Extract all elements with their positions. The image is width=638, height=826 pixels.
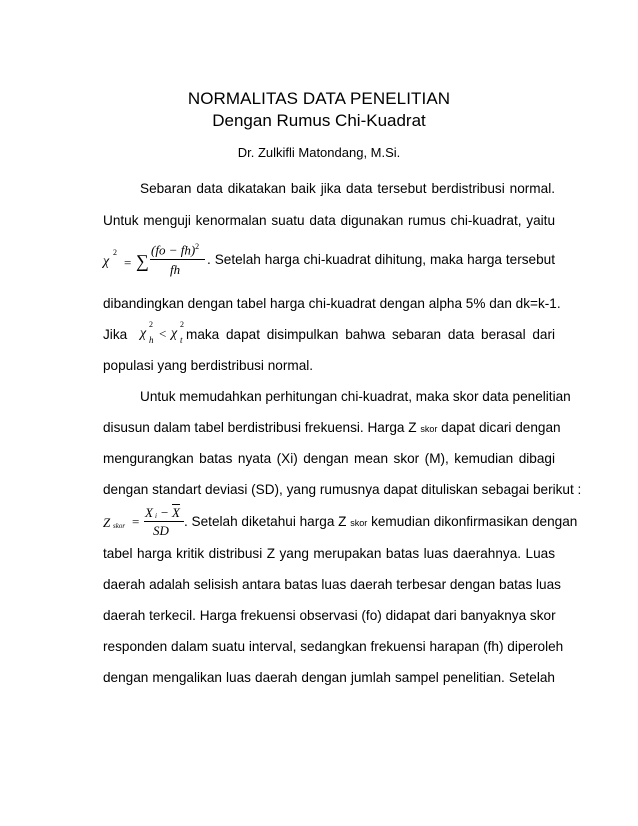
chi-h-exponent: 2 [149,320,153,329]
z-score-formula [103,502,185,542]
paragraph-2-line-4: dengan standart deviasi (SD), yang rumusnya dapat dituliskan sebagai berikut : [103,482,582,497]
z-subscript-formula: skor [113,522,126,530]
line-text-start: disusun dalam tabel berdistribusi frekuensi. Harga Z [103,420,417,435]
z-subscript-text: skor [350,518,368,528]
x-mean-symbol: $\overline{X}$ [172,505,180,520]
fraction-bar [150,259,205,260]
paragraph-2-line-9: responden dalam suatu interval, sedangkan frekuensi harapan (fh) diperoleh [103,639,564,654]
line-text-end: kemudian dikonfirmasikan dengan [371,514,578,529]
less-than-sign: < [159,326,167,341]
document-subtitle: Dengan Rumus Chi-Kuadrat [212,111,426,130]
paragraph-2-line-1: Untuk memudahkan perhitungan chi-kuadrat, maka skor data penelitian [140,389,571,404]
paragraph-2-line-8: daerah terkecil. Harga frekuensi observasi (fo) didapat dari banyaknya skor [103,608,556,623]
chi-t-subscript: t [180,335,183,345]
paragraph-2-line-5 [184,514,578,529]
z-fraction-bar [144,521,184,522]
equals-sign-z: = [132,514,140,529]
x-i-subscript: i [155,512,157,520]
chi-h-symbol: χ [140,326,147,341]
paragraph-1-line-4: dibandingkan dengan tabel harga chi-kuadrat dengan alpha 5% dan dk=k-1. [103,296,561,311]
z-subscript: skor [420,424,438,434]
paragraph-2-line-2 [103,420,561,435]
sd-denominator: SD [153,523,169,538]
paragraph-2-line-6: tabel harga kritik distribusi Z yang merupakan batas luas daerahnya. Luas [103,546,555,561]
line-text-end: dapat dicari dengan [441,420,561,435]
equals-sign: = [124,255,132,270]
chi-exponent: 2 [113,248,117,257]
document-title: NORMALITAS DATA PENELITIAN [187,89,451,108]
paragraph-1-line-3: . Setelah harga chi-kuadrat dihitung, maka harga tersebut [207,252,555,267]
chi-t-symbol: χ [171,326,178,341]
paragraph-2-line-7: daerah adalah selisish antara batas luas daerah terbesar dengan batas luas [103,577,561,592]
paragraph-1-line-5-start: Jika [103,327,128,342]
author-name: Dr. Zulkifli Matondang, M.Si. [237,145,401,160]
paragraph-1-line-2: Untuk menguji kenormalan suatu data digunakan rumus chi-kuadrat, yaitu [103,213,555,228]
chi-square-formula [103,238,213,278]
paragraph-2-line-3: mengurangkan batas nyata (Xi) dengan mean skor (M), kemudian dibagi [103,451,555,466]
chi-h-subscript: h [149,335,154,345]
x-i-symbol: X [145,505,153,520]
minus-sign: − [161,505,169,520]
paragraph-2-line-10: dengan mengalikan luas daerah dengan jumlah sampel penelitian. Setelah [103,670,555,685]
formula-numerator [151,242,199,258]
formula-denominator: fh [170,262,181,277]
paragraph-1-line-1: Sebaran data dikatakan baik jika data tersebut berdistribusi normal. [140,181,555,196]
numerator-text: (fo − fh) [151,242,196,258]
chi-symbol: χ [103,254,110,269]
line-text-start: . Setelah diketahui harga Z [184,514,347,529]
z-symbol: Z [103,515,111,530]
chi-t-exponent: 2 [180,320,184,329]
paragraph-1-line-5: maka dapat disimpulkan bahwa sebaran data berasal dari [186,327,555,342]
sigma-icon: ∑ [136,251,149,271]
paragraph-1-line-6: populasi yang berdistribusi normal. [103,358,314,373]
numerator-exponent: 2 [195,242,200,251]
